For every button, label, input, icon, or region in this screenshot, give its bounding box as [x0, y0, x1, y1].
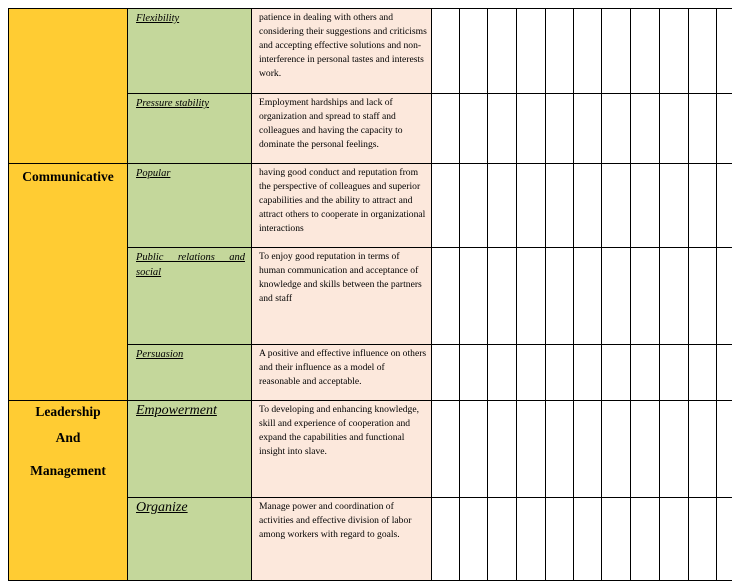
subcategory-label: Empowerment [136, 403, 217, 418]
subcategory-cell [128, 345, 252, 401]
rating-cell[interactable] [631, 401, 660, 498]
rating-cell[interactable] [602, 345, 631, 401]
rating-cell[interactable] [432, 9, 460, 94]
rating-cell[interactable] [717, 94, 732, 164]
rating-cell[interactable] [488, 401, 517, 498]
description-cell [252, 164, 432, 248]
rating-cell[interactable] [574, 498, 602, 581]
description-text: To enjoy good reputation in terms of human communication and acceptance of knowledge and skills between the partners and staff [259, 251, 422, 304]
rating-cell[interactable] [460, 94, 488, 164]
category-cell-communicative [9, 164, 128, 401]
rating-cell[interactable] [660, 248, 689, 345]
rating-cell[interactable] [488, 345, 517, 401]
rating-cell[interactable] [689, 498, 717, 581]
subcategory-label: Public relations and social [136, 252, 245, 278]
competency-table [8, 8, 732, 581]
rating-cell[interactable] [660, 345, 689, 401]
rating-cell[interactable] [517, 9, 546, 94]
rating-cell[interactable] [717, 9, 732, 94]
subcategory-cell [128, 248, 252, 345]
rating-cell[interactable] [546, 9, 574, 94]
rating-cell[interactable] [460, 248, 488, 345]
rating-cell[interactable] [546, 401, 574, 498]
category-cell-empty [9, 9, 128, 164]
rating-cell[interactable] [488, 248, 517, 345]
description-cell [252, 248, 432, 345]
rating-cell[interactable] [517, 498, 546, 581]
rating-cell[interactable] [717, 345, 732, 401]
rating-cell[interactable] [631, 248, 660, 345]
rating-cell[interactable] [460, 401, 488, 498]
table-row [9, 401, 732, 498]
subcategory-label: Persuasion [136, 349, 184, 360]
rating-cell[interactable] [432, 401, 460, 498]
rating-cell[interactable] [432, 498, 460, 581]
rating-cell[interactable] [488, 498, 517, 581]
rating-cell[interactable] [689, 345, 717, 401]
rating-cell[interactable] [689, 248, 717, 345]
rating-cell[interactable] [631, 94, 660, 164]
rating-cell[interactable] [488, 94, 517, 164]
rating-cell[interactable] [574, 94, 602, 164]
rating-cell[interactable] [660, 164, 689, 248]
rating-cell[interactable] [488, 9, 517, 94]
description-cell [252, 9, 432, 94]
rating-cell[interactable] [660, 94, 689, 164]
rating-cell[interactable] [574, 164, 602, 248]
rating-cell[interactable] [717, 248, 732, 345]
rating-cell[interactable] [717, 498, 732, 581]
rating-cell[interactable] [574, 401, 602, 498]
description-text: To developing and enhancing knowledge, skill and experience of cooperation and expand the capabilities and functional insight into slave. [259, 404, 419, 457]
rating-cell[interactable] [432, 345, 460, 401]
rating-cell[interactable] [660, 498, 689, 581]
rating-cell[interactable] [517, 248, 546, 345]
subcategory-label: Pressure stability [136, 98, 210, 109]
rating-cell[interactable] [602, 498, 631, 581]
rating-cell[interactable] [517, 164, 546, 248]
subcategory-label: Flexibility [136, 13, 180, 24]
description-text: A positive and effective influence on others and their influence as a model of reasonable and acceptable. [259, 348, 427, 387]
category-label: Communicative [22, 169, 114, 184]
rating-cell[interactable] [602, 248, 631, 345]
subcategory-cell [128, 498, 252, 581]
table-row [9, 164, 732, 248]
subcategory-cell [128, 164, 252, 248]
description-text: Employment hardships and lack of organization and spread to staff and colleagues and having the capacity to dominate the personal feelings. [259, 97, 403, 150]
rating-cell[interactable] [460, 498, 488, 581]
rating-cell[interactable] [631, 164, 660, 248]
rating-cell[interactable] [574, 345, 602, 401]
subcategory-cell [128, 94, 252, 164]
description-text: patience in dealing with others and considering their suggestions and criticisms and accepting effective solutions and non-interference in personal tastes and interests work. [259, 12, 427, 79]
description-cell [252, 401, 432, 498]
rating-cell[interactable] [432, 248, 460, 345]
rating-cell[interactable] [574, 248, 602, 345]
rating-cell[interactable] [574, 9, 602, 94]
subcategory-label: Popular [136, 168, 171, 179]
rating-cell[interactable] [660, 401, 689, 498]
rating-cell[interactable] [460, 164, 488, 248]
rating-cell[interactable] [631, 9, 660, 94]
rating-cell[interactable] [689, 401, 717, 498]
rating-cell[interactable] [717, 401, 732, 498]
subcategory-label: Organize [136, 500, 188, 515]
rating-cell[interactable] [460, 9, 488, 94]
rating-cell[interactable] [432, 94, 460, 164]
description-cell [252, 498, 432, 581]
rating-cell[interactable] [602, 401, 631, 498]
category-label-line: Leadership [35, 404, 101, 419]
rating-cell[interactable] [602, 164, 631, 248]
rating-cell[interactable] [517, 345, 546, 401]
rating-cell[interactable] [488, 164, 517, 248]
rating-cell[interactable] [717, 164, 732, 248]
rating-cell[interactable] [689, 9, 717, 94]
rating-cell[interactable] [460, 345, 488, 401]
category-label-line: And [55, 430, 81, 445]
rating-cell[interactable] [602, 9, 631, 94]
subcategory-cell [128, 9, 252, 94]
rating-cell[interactable] [517, 94, 546, 164]
rating-cell[interactable] [546, 164, 574, 248]
rating-cell[interactable] [631, 345, 660, 401]
rating-cell[interactable] [631, 498, 660, 581]
table-row [9, 9, 732, 94]
rating-cell[interactable] [602, 94, 631, 164]
description-cell [252, 94, 432, 164]
rating-cell[interactable] [546, 498, 574, 581]
rating-cell[interactable] [546, 345, 574, 401]
rating-cell[interactable] [660, 9, 689, 94]
description-text: having good conduct and reputation from the perspective of colleagues and superior capabilities and the ability to attract and attract others to cooperate in organizational interactions [259, 167, 426, 234]
subcategory-cell [128, 401, 252, 498]
rating-cell[interactable] [517, 401, 546, 498]
rating-cell[interactable] [432, 164, 460, 248]
category-label-line: Management [30, 463, 106, 478]
category-cell-leadership [9, 401, 128, 581]
description-text: Manage power and coordination of activities and effective division of labor among workers with regard to goals. [259, 501, 412, 540]
rating-cell[interactable] [689, 94, 717, 164]
rating-cell[interactable] [689, 164, 717, 248]
rating-cell[interactable] [546, 248, 574, 345]
description-cell [252, 345, 432, 401]
rating-cell[interactable] [546, 94, 574, 164]
